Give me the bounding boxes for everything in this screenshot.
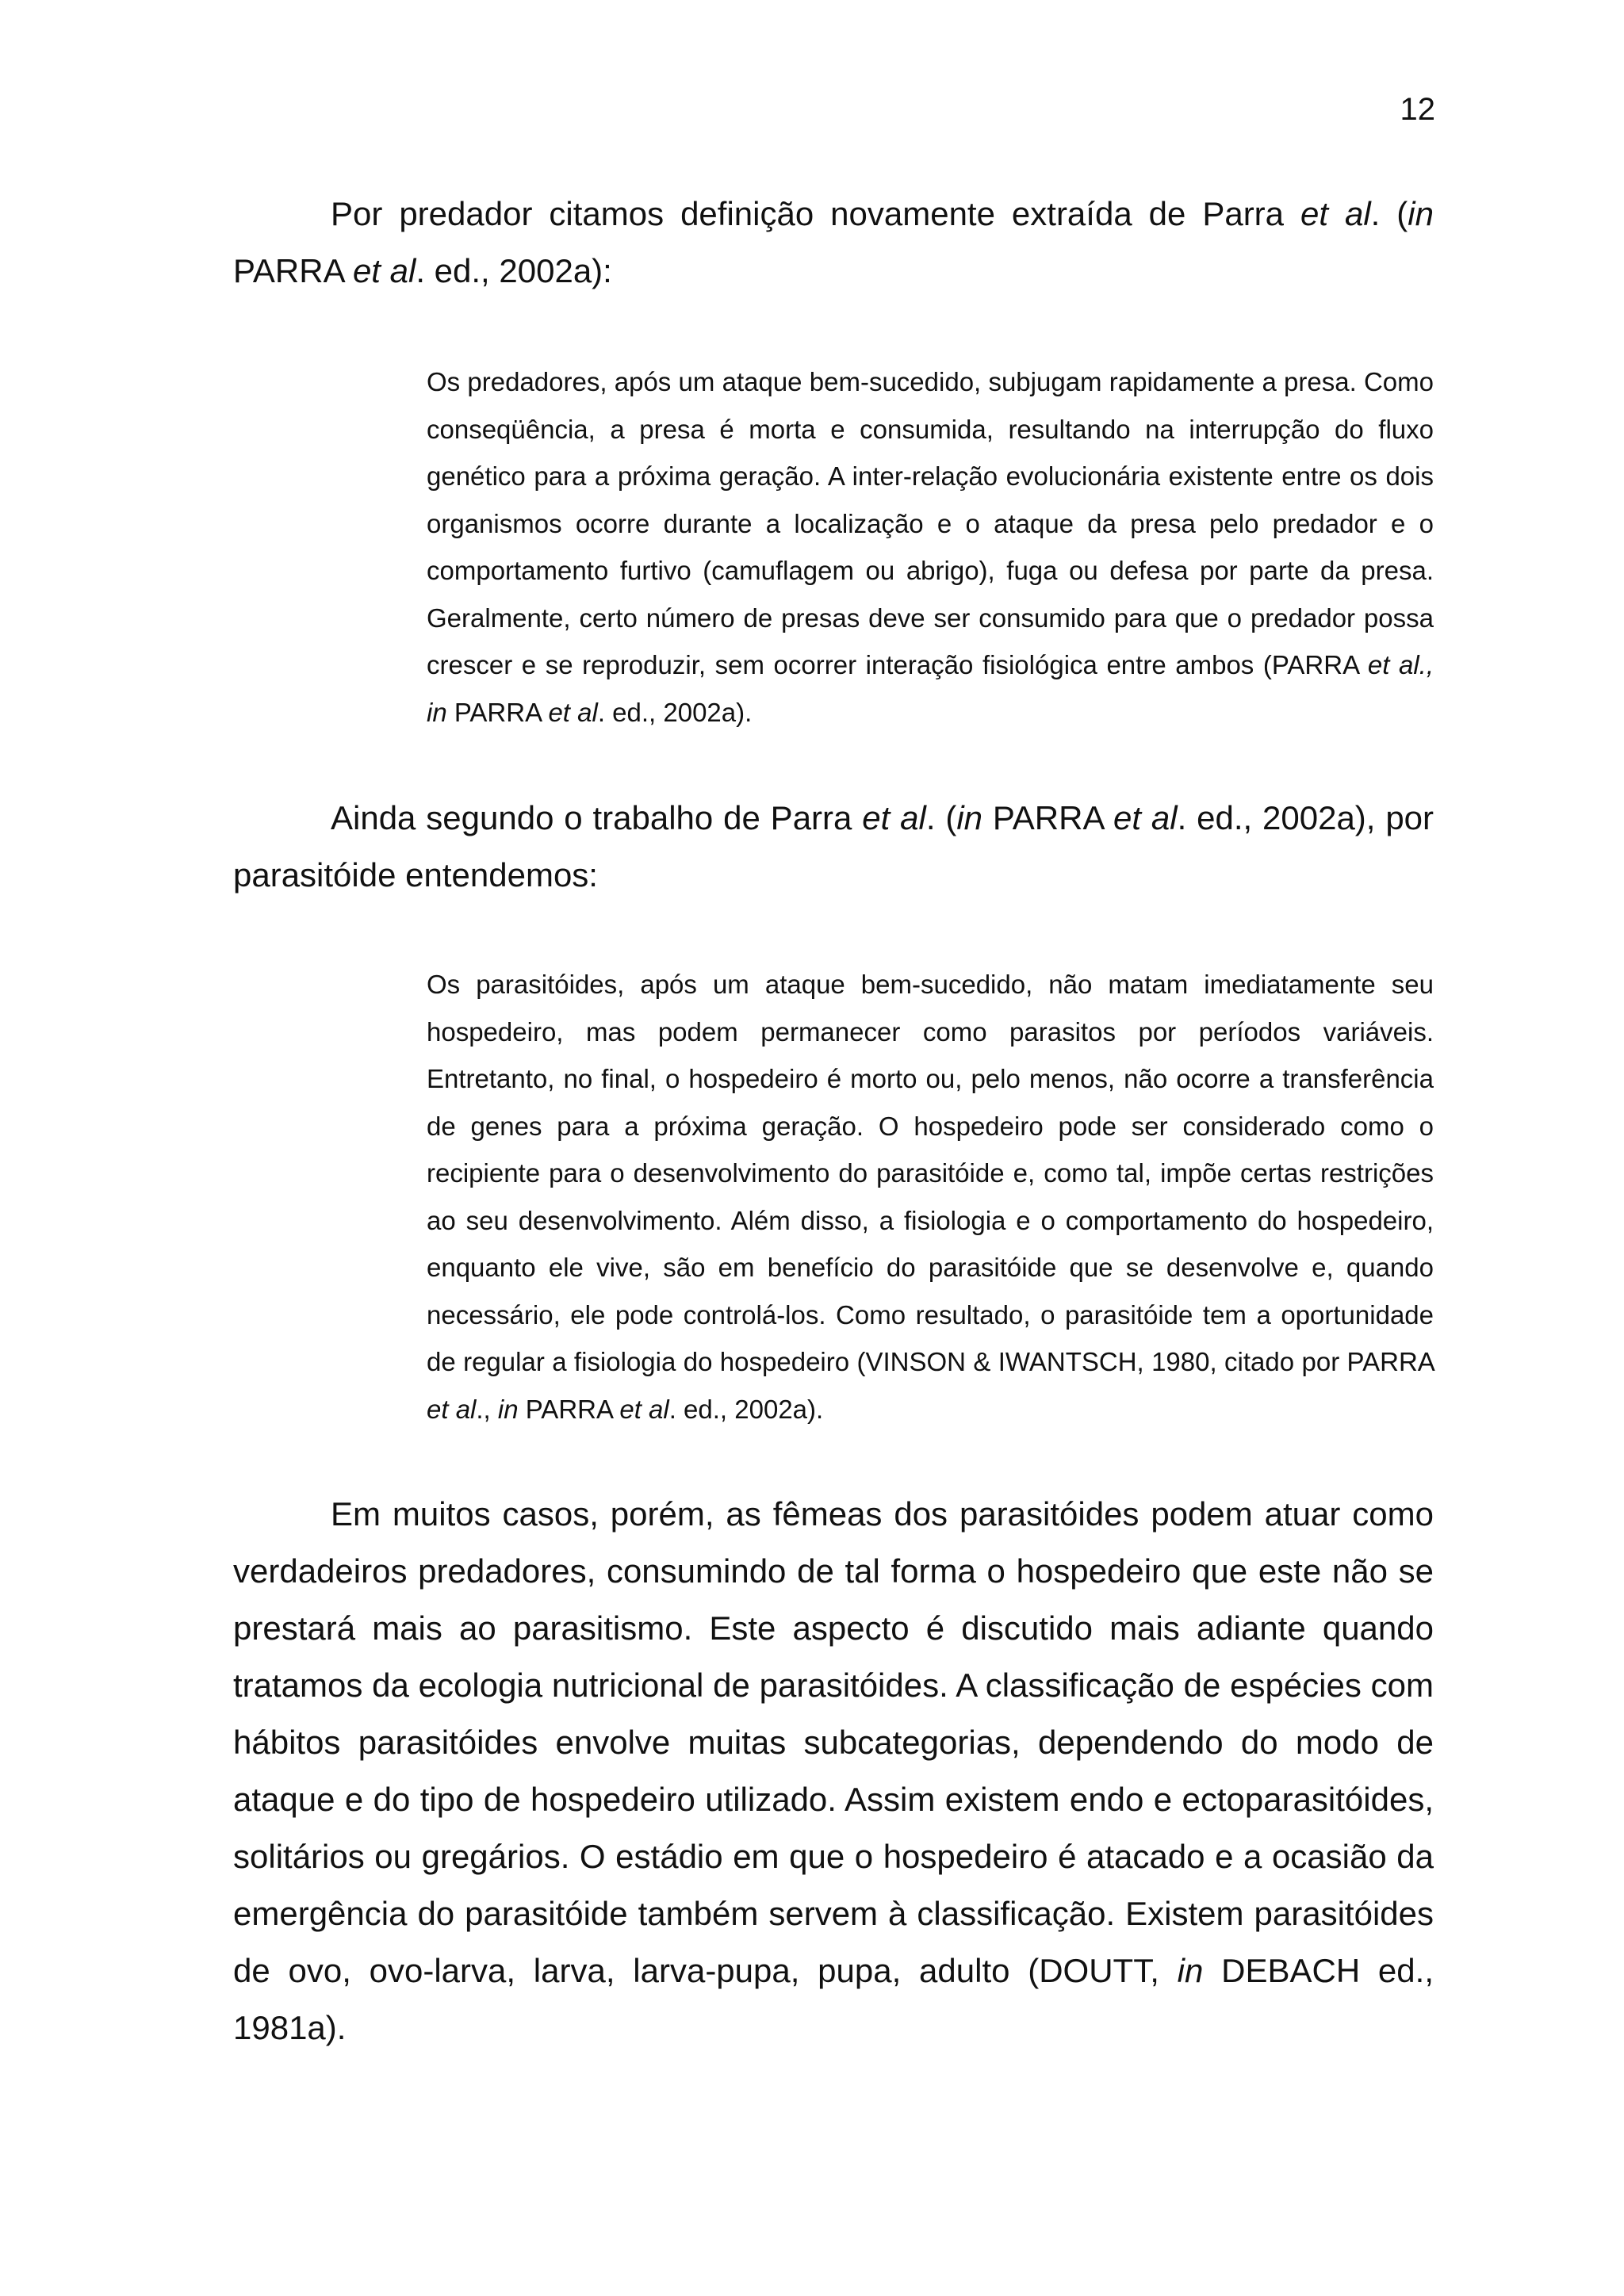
text-run: . ( <box>1370 195 1408 232</box>
italic-run: in <box>1177 1952 1204 1989</box>
text-run: Os parasitóides, após um ataque bem-sucedido, não matam imediatamente seu hospedeiro, mas podem permanecer como parasitos por períodos variáveis. Entretanto, no final, o hospedeiro é morto ou, pelo menos, não ocorre a transferência de genes para a próxima geração. O hospedeiro pode ser considerado como o recipiente para o desenvolvimento do parasitóide e, como tal, impõe certas restrições ao seu desenvolvimento. Além disso, a fisiologia e o comportamento do hospedeiro, enquanto ele vive, são em benefício do parasitóide que se desenvolve e, quando necessário, ele pode controlá-los. Como resultado, o parasitóide tem a oportunidade de regular a fisiologia do hospedeiro (VINSON & IWANTSCH, 1980, citado por PARRA <box>427 970 1434 1376</box>
italic-run: et al <box>1113 799 1178 836</box>
paragraph-parasitoid-intro <box>233 790 1434 904</box>
text-run: DEBACH ed., 1981a). <box>233 1952 1434 2046</box>
text-run: Ainda segundo o trabalho de Parra <box>331 799 863 836</box>
text-run: . ed., 2002a). <box>668 1394 824 1424</box>
block-quote-parasitoid <box>427 961 1434 1433</box>
italic-run: et al <box>862 799 926 836</box>
italic-run: et al <box>1300 195 1371 232</box>
italic-run: et al., in <box>427 650 1434 727</box>
italic-run: in <box>1408 195 1434 232</box>
text-run: Em muitos casos, porém, as fêmeas dos parasitóides podem atuar como verdadeiros predadores, consumindo de tal forma o hospedeiro que este não se prestará mais ao parasitismo. Este aspecto é discutido mais adiante quando tratamos da ecologia nutricional de parasitóides. A classificação de espécies com hábitos parasitóides envolve muitas subcategorias, dependendo do modo de ataque e do tipo de hospedeiro utilizado. Assim existem endo e ectoparasitóides, solitários ou gregários. O estádio em que o hospedeiro é atacado e a ocasião da emergência do parasitóide também servem à classificação. Existem parasitóides de ovo, ovo-larva, larva, larva-pupa, pupa, adulto (DOUTT, <box>233 1495 1434 1989</box>
italic-run: et al <box>548 697 598 727</box>
block-quote-predator <box>427 358 1434 736</box>
text-run: PARRA <box>982 799 1114 836</box>
text-run: . ed., 2002a), por parasitóide entendemos: <box>233 799 1434 894</box>
italic-run: in <box>956 799 983 836</box>
text-run: PARRA <box>518 1394 620 1424</box>
text-run: PARRA <box>233 252 353 289</box>
text-run: . ed., 2002a): <box>416 252 612 289</box>
italic-run: et al <box>352 252 416 289</box>
italic-run: et al <box>427 1394 477 1424</box>
text-run: Por predador citamos definição novamente extraída de Parra <box>331 195 1300 232</box>
italic-run: in <box>497 1394 519 1424</box>
text-run: Os predadores, após um ataque bem-sucedido, subjugam rapidamente a presa. Como conseqüência, a presa é morta e consumida, resultando na interrupção do fluxo genético para a próxima geração. A inter-relação evolucionária existente entre os dois organismos ocorre durante a localização e o ataque da presa pelo predador e o comportamento furtivo (camuflagem ou abrigo), fuga ou defesa por parte da presa. Geralmente, certo número de presas deve ser consumido para que o predador possa crescer e se reproduzir, sem ocorrer interação fisiológica entre ambos (PARRA <box>427 367 1434 679</box>
text-run: ., <box>476 1394 498 1424</box>
paragraph-predator-intro <box>233 186 1434 300</box>
text-run: . ed., 2002a). <box>597 697 753 727</box>
italic-run: et al <box>619 1394 669 1424</box>
page-number: 12 <box>1400 92 1435 127</box>
paragraph-classification <box>233 1486 1434 2057</box>
text-run: . ( <box>925 799 957 836</box>
text-run: PARRA <box>446 697 549 727</box>
